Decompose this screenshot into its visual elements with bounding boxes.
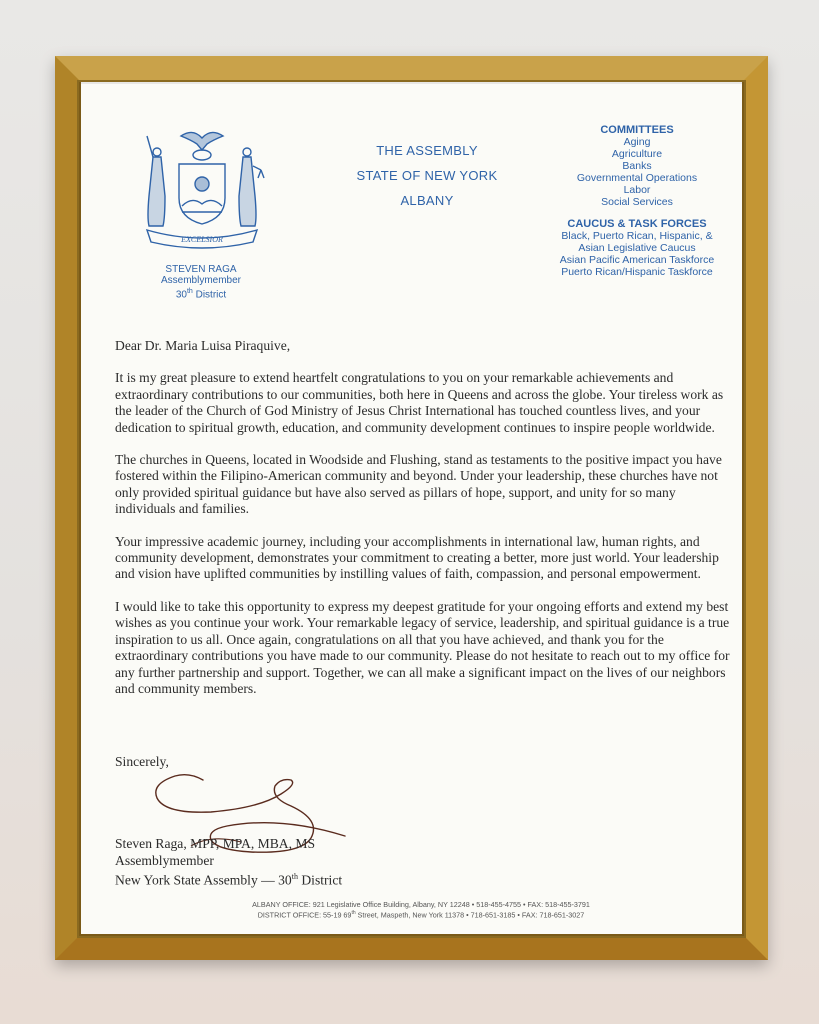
letter-paper [81, 84, 742, 934]
new-york-state-seal-icon [135, 126, 269, 250]
caucus-item: Asian Legislative Caucus [578, 242, 696, 254]
caucus-item: Asian Pacific American Taskforce [559, 254, 715, 266]
committee-item: Labor [623, 184, 651, 196]
district-office: DISTRICT OFFICE: 55-19 69th Street, Maspeth, New York 11378 • 718-651-3185 • FAX: 718-651-3027 [257, 910, 585, 920]
caucus-item: Puerto Rican/Hispanic Taskforce [561, 266, 713, 278]
caucus-item: Black, Puerto Rican, Hispanic, & [561, 230, 713, 242]
caucus-title: CAUCUS & TASK FORCES [567, 218, 707, 230]
albany-office: ALBANY OFFICE: 921 Legislative Office Building, Albany, NY 12248 • 518-455-4755 • FAX: 518-455-3791 [252, 900, 590, 909]
letter-body [115, 338, 735, 713]
signer-org: New York State Assembly — 30th District [115, 872, 343, 888]
letter-paragraph: I would like to take this opportunity to express my deepest gratitude for your ongoing efforts and extend my best wishes as you continue your work. Your remarkable legacy of service, leadership, and spiritual guidance is a true inspiration to us all. Once again, congratulations on all that you have achieved, and thank you for the extraordinary contributions you have made to our community. Please do not hesitate to reach out to my office for any further partnership and support. Together, we can all make a significant impact on the lives of our neighbors and community members. [115, 598, 730, 696]
member-name: STEVEN RAGA [165, 264, 237, 275]
committees-title: COMMITTEES [600, 124, 674, 136]
letter-paragraph: The churches in Queens, located in Woodside and Flushing, stand as testaments to the positive impact you have fostered within the Filipino-American community and beyond. Under your leadership, these churches have not only provided spiritual guidance but have also served as pillars of hope, support, and unity for so many individuals and families. [115, 452, 722, 517]
salutation: Dear Dr. Maria Luisa Piraquive, [115, 338, 291, 353]
assembly-line: ALBANY [400, 193, 454, 208]
committees-list [541, 124, 733, 278]
committee-item: Banks [622, 160, 652, 172]
office-footer [141, 900, 701, 919]
closing: Sincerely, [115, 754, 169, 769]
seal-motto: EXCELSIOR [181, 235, 223, 244]
signer-title: Assemblymember [115, 852, 214, 868]
member-title: Assemblymember [160, 275, 242, 286]
assembly-line: STATE OF NEW YORK [356, 168, 498, 183]
committee-item: Governmental Operations [576, 172, 698, 184]
assembly-heading [327, 138, 527, 213]
letter-paragraph: Your impressive academic journey, including your accomplishments in international law, human rights, and community development, demonstrates your commitment to creating a better, more just world. Your leadership and vision have uplifted communities by instilling values of faith, compassion, and personal empowerment. [115, 533, 719, 582]
signer-block [115, 836, 342, 889]
letter-paragraph: It is my great pleasure to extend heartfelt congratulations to you on your remarkable achievements and extraordinary contributions to our communities, both here in Queens and across the globe. Your tireless work as the leader of the Church of God Ministry of Jesus Christ International has touched countless lives, and your dedication to spiritual growth, education, and community development continues to inspire people worldwide. [115, 370, 724, 435]
committee-item: Aging [623, 136, 651, 148]
committee-item: Social Services [601, 196, 673, 208]
committee-item: Agriculture [611, 148, 663, 160]
assembly-line: THE ASSEMBLY [376, 143, 478, 158]
member-district: 30th District [175, 288, 227, 301]
member-block [121, 264, 281, 300]
signer-name: Steven Raga, MPP, MPA, MBA, MS [115, 836, 316, 851]
